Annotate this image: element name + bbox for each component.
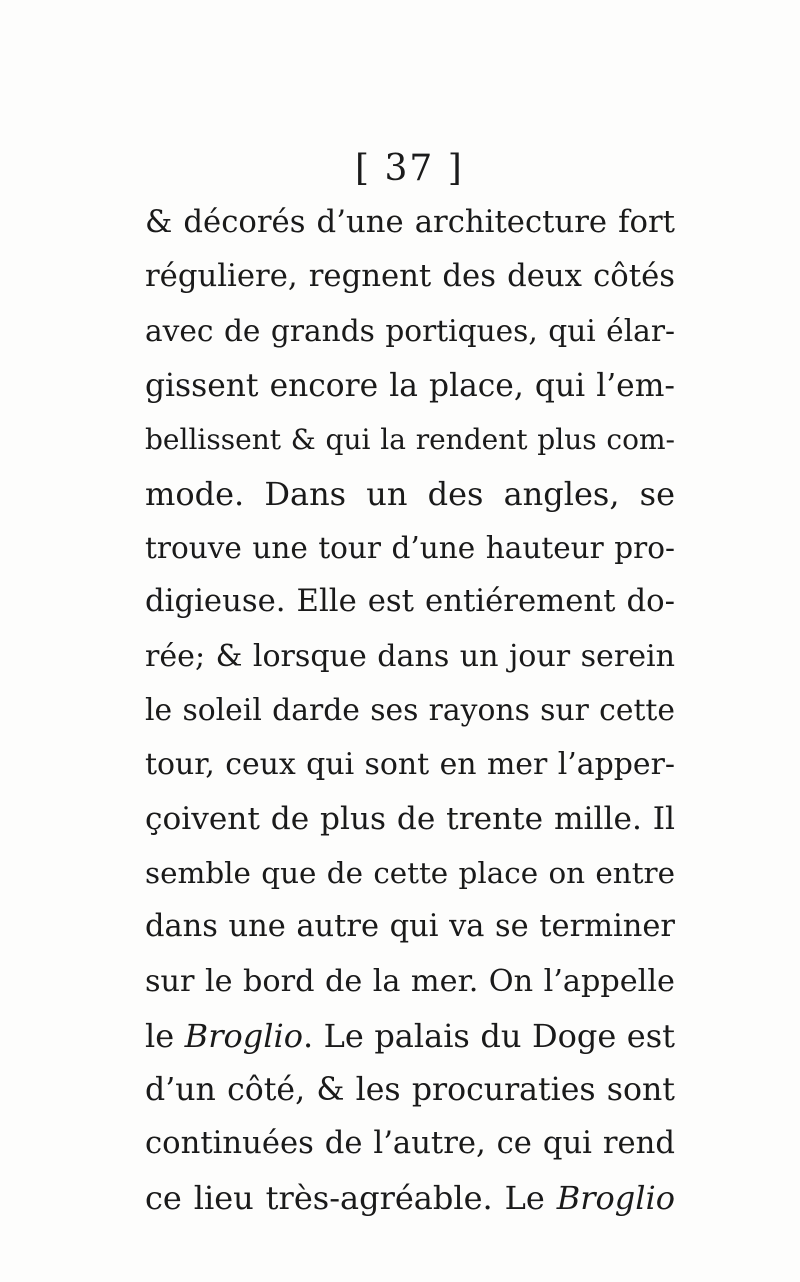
text-line-with-italic [145, 1171, 675, 1225]
text-line: bellissent & qui la rendent plus com- [145, 422, 675, 456]
text-line: le soleil darde ses rayons sur cette [145, 692, 675, 728]
italic-term: Broglio [556, 1179, 675, 1218]
text-line: sur le bord de la mer. On l’appelle [145, 963, 675, 999]
text-line: continuées de l’autre, ce qui rend [145, 1126, 675, 1162]
text-line: semble que de cette place on entre [145, 856, 675, 891]
text-line: mode. Dans un des angles, se [145, 474, 675, 513]
body-text [145, 196, 675, 1226]
page-number: [ 37 ] [355, 148, 464, 189]
text-line: d’un côté, & les procuraties sont [145, 1072, 675, 1108]
text-line: rée; & lorsque dans un jour serein [145, 638, 675, 674]
text-line: & décorés d’une architecture fort [145, 205, 675, 240]
text-line: avec de grands portiques, qui élar- [145, 314, 675, 349]
text-segment: ce lieu très-agréable. Le [145, 1179, 557, 1218]
text-segment: le [145, 1016, 185, 1055]
text-line: gissent encore la place, qui l’em- [145, 367, 675, 404]
text-line: réguliere, regnent des deux côtés [145, 259, 675, 295]
text-line: çoivent de plus de trente mille. Il [145, 801, 675, 838]
text-line: tour, ceux qui sont en mer l’apper- [145, 746, 675, 782]
text-line: trouve une tour d’une hauteur pro- [145, 531, 675, 566]
text-segment: . Le palais du Doge est [302, 1016, 676, 1055]
italic-term: Broglio [184, 1016, 303, 1055]
text-line: digieuse. Elle est entiérement do- [145, 584, 675, 620]
text-line: dans une autre qui va se terminer [145, 909, 675, 945]
text-line-with-italic [145, 1009, 675, 1063]
